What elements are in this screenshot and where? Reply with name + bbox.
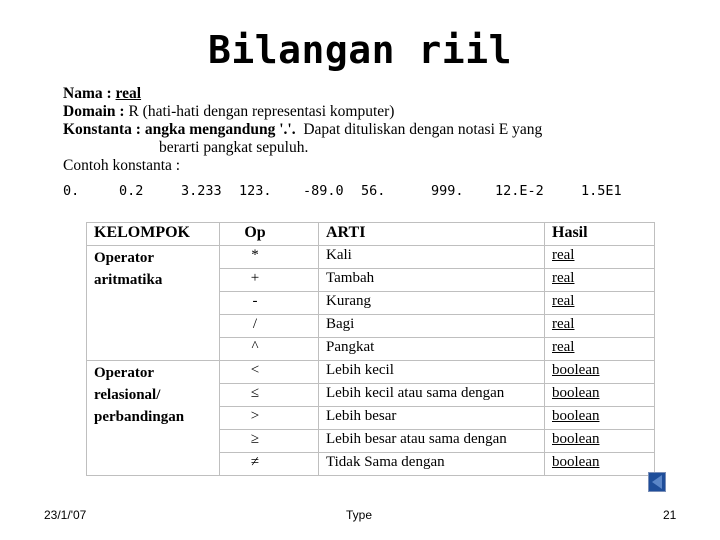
domain-note: (hati-hati dengan representasi komputer) — [142, 103, 395, 120]
operator-table — [86, 222, 655, 476]
arti-cell: Kali — [319, 246, 545, 269]
op-cell: + — [220, 269, 319, 292]
nama-row — [63, 85, 663, 103]
op-cell: > — [220, 407, 319, 430]
slide-title: Bilangan riil — [208, 28, 512, 72]
table-row — [87, 246, 655, 269]
example-constants — [63, 183, 663, 199]
group-label-line: aritmatika — [94, 272, 163, 288]
hasil-cell: real — [545, 315, 655, 338]
op-cell: ≥ — [220, 430, 319, 453]
hasil-cell: real — [545, 269, 655, 292]
definition-block — [63, 85, 663, 175]
example-constant: 12.E-2 — [495, 183, 544, 199]
arti-cell: Lebih kecil — [319, 361, 545, 384]
arti-cell: Lebih besar atau sama dengan — [319, 430, 545, 453]
arti-cell: Lebih kecil atau sama dengan — [319, 384, 545, 407]
header-hasil: Hasil — [545, 223, 655, 246]
arti-cell: Tidak Sama dengan — [319, 453, 545, 476]
hasil-cell: boolean — [545, 361, 655, 384]
footer-date: 23/1/'07 — [44, 508, 87, 522]
back-nav-button[interactable] — [648, 472, 666, 492]
hasil-cell: real — [545, 292, 655, 315]
example-constant: 56. — [361, 183, 386, 199]
op-cell: * — [220, 246, 319, 269]
hasil-cell: boolean — [545, 384, 655, 407]
group-label-line: perbandingan — [94, 409, 185, 425]
group-aritmatika — [87, 246, 220, 361]
op-cell: / — [220, 315, 319, 338]
group-label-line: Operator — [94, 250, 154, 266]
example-constant: 999. — [431, 183, 464, 199]
header-arti: ARTI — [319, 223, 545, 246]
slide-number: 21 — [663, 508, 677, 522]
group-label-line: Operator — [94, 365, 154, 381]
hasil-cell: boolean — [545, 430, 655, 453]
hasil-cell: boolean — [545, 453, 655, 476]
arti-cell: Tambah — [319, 269, 545, 292]
domain-label: Domain : — [63, 103, 125, 120]
nama-value: real — [115, 85, 142, 102]
header-kelompok: KELOMPOK — [87, 223, 220, 246]
arti-cell: Kurang — [319, 292, 545, 315]
example-constant: 0. — [63, 183, 80, 199]
arti-cell: Pangkat — [319, 338, 545, 361]
example-constant: -89.0 — [303, 183, 344, 199]
op-cell: ≠ — [220, 453, 319, 476]
hasil-cell: real — [545, 246, 655, 269]
footer-center-text: Type — [346, 508, 373, 522]
domain-value: R — [128, 103, 139, 120]
konstanta-note-continued: berarti pangkat sepuluh. — [159, 139, 309, 156]
hasil-cell: real — [545, 338, 655, 361]
domain-row — [63, 103, 663, 121]
konstanta-label: Konstanta : — [63, 121, 141, 138]
back-arrow-icon — [649, 473, 665, 491]
header-op: Op — [220, 223, 319, 246]
example-constant: 1.5E1 — [581, 183, 622, 199]
hasil-cell: boolean — [545, 407, 655, 430]
arti-cell: Lebih besar — [319, 407, 545, 430]
op-cell: ≤ — [220, 384, 319, 407]
op-cell: ^ — [220, 338, 319, 361]
arti-cell: Bagi — [319, 315, 545, 338]
konstanta-row — [63, 121, 663, 139]
contoh-label: Contoh konstanta : — [63, 157, 181, 174]
konstanta-note: Dapat dituliskan dengan notasi E yang — [303, 121, 543, 138]
example-constant: 123. — [239, 183, 272, 199]
op-cell: - — [220, 292, 319, 315]
nama-label: Nama : — [63, 85, 112, 102]
example-constant: 0.2 — [119, 183, 144, 199]
group-relasional — [87, 361, 220, 476]
table-row — [87, 361, 655, 384]
table-header-row — [87, 223, 655, 246]
op-cell: < — [220, 361, 319, 384]
group-label-line: relasional/ — [94, 387, 161, 403]
konstanta-desc: angka mengandung '.'. — [144, 121, 296, 138]
example-constant: 3.233 — [181, 183, 222, 199]
